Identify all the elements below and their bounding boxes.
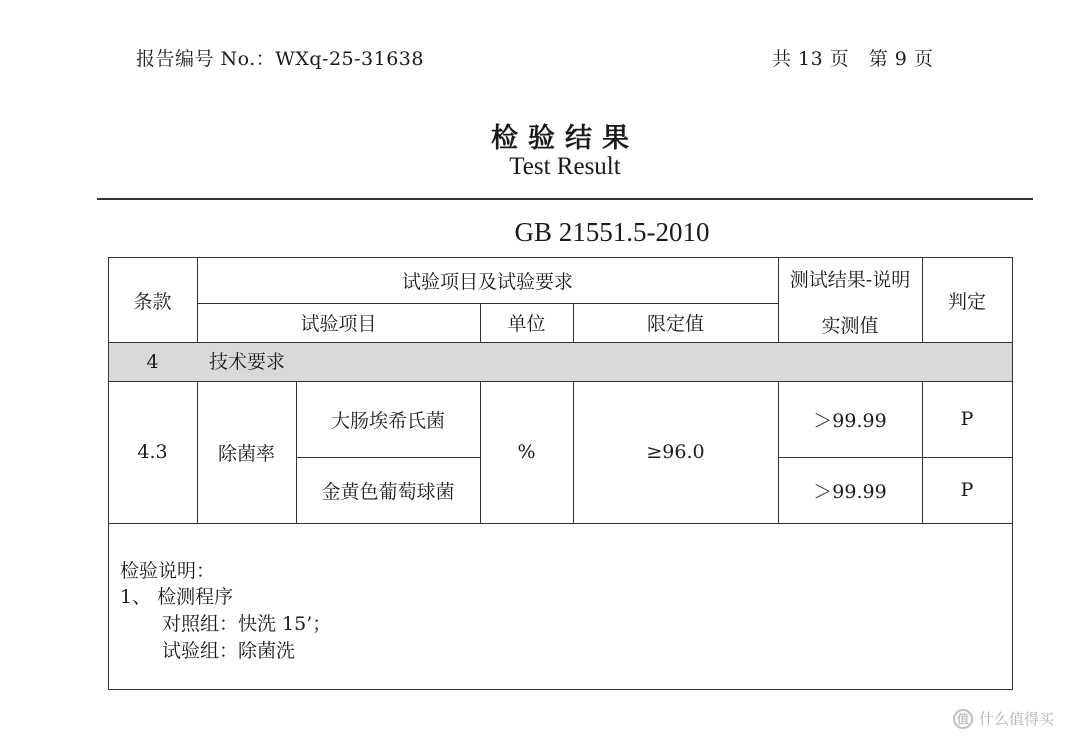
notes-line: 试验组：除菌洗 [162,640,296,662]
header-measured: 实测值 [821,314,879,337]
title-english: Test Result [509,153,621,180]
notes-line: 1、 检测程序 [120,586,234,608]
sub-item-name: 大肠埃希氏菌 [330,409,445,432]
row-item: 除菌率 [217,442,275,465]
notes-title: 检验说明： [120,560,216,582]
header-result-description: 测试结果-说明 [789,268,911,291]
header-items-and-requirements: 试验项目及试验要求 [401,270,573,293]
row-unit: % [517,441,536,463]
standard-code: GB 21551.5-2010 [514,217,710,247]
header-item: 试验项目 [300,313,377,335]
section-clause: 4 [146,350,159,373]
measured-value: ＞99.99 [813,409,887,432]
watermark [953,708,1054,729]
row-limit: ≥96.0 [646,441,705,463]
sub-item-name: 金黄色葡萄球菌 [321,480,455,503]
row-clause: 4.3 [137,441,168,463]
table-border-right [1012,257,1013,690]
section-label: 技术要求 [209,351,286,373]
header-unit: 单位 [507,313,546,335]
page-count: 共 13 页 第 9 页 [772,48,934,70]
title-chinese: 检验结果 [491,123,639,154]
watermark-logo-icon: 值 [953,709,973,729]
header-clause: 条款 [133,290,172,313]
notes-line: 对照组：快洗 15’； [162,613,332,635]
header-judgement: 判定 [947,290,986,313]
report-number: 报告编号 No.：WXq-25-31638 [136,48,424,70]
judgement-value: P [960,408,974,430]
judgement-value: P [960,479,974,501]
table-line [108,523,1013,524]
header-limit: 限定值 [646,313,704,335]
title-divider [97,198,1033,200]
table-border-bottom [108,689,1013,690]
measured-value: ＞99.99 [813,480,887,503]
watermark-text: 什么值得买 [978,710,1054,728]
